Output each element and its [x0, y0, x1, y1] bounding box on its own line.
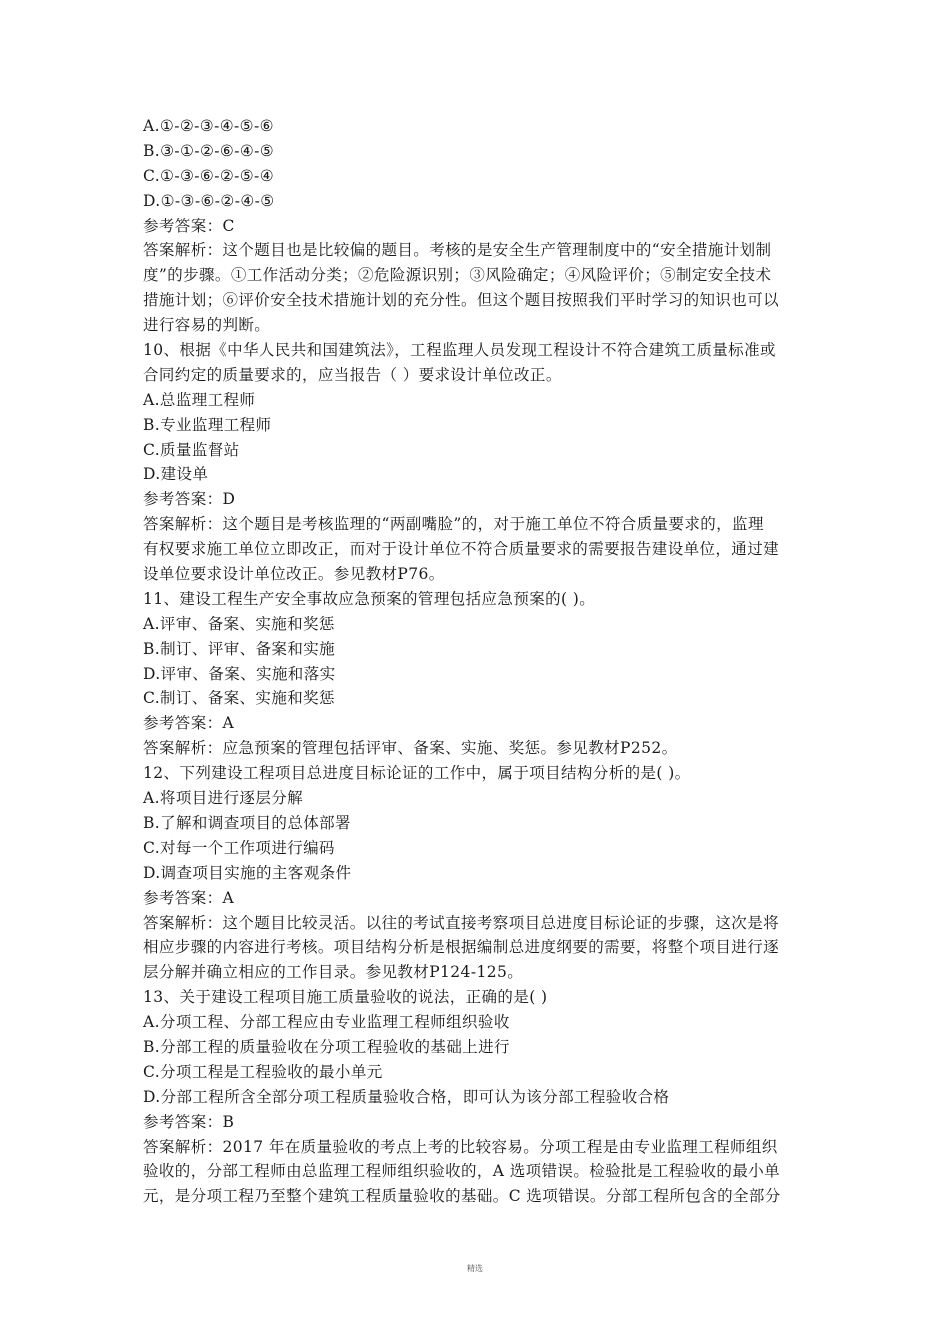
text-line: 参考答案：B — [143, 1112, 235, 1131]
text-line: B.③-①-②-⑥-④-⑤ — [143, 141, 275, 160]
text-line: 措施计划；⑥评价安全技术措施计划的充分性。但这个题目按照我们平时学习的知识也可以 — [143, 291, 780, 310]
text-line: A.①-②-③-④-⑤-⑥ — [143, 117, 274, 135]
text-line: C.制订、备案、实施和奖惩 — [143, 689, 335, 708]
text-line: 参考答案：D — [143, 490, 236, 509]
text-line: 合同约定的质量要求的，应当报告（ ）要求设计单位改正。 — [143, 365, 562, 384]
text-line: D.评审、备案、实施和落实 — [143, 664, 336, 683]
document-body — [143, 114, 811, 1209]
text-line: 参考答案：C — [143, 216, 235, 235]
text-line: D.调查项目实施的主客观条件 — [143, 863, 352, 882]
text-line: C.①-③-⑥-②-⑤-④ — [143, 166, 274, 185]
text-line: 参考答案：A — [143, 888, 235, 907]
text-line: D.①-③-⑥-②-④-⑤ — [143, 191, 275, 210]
text-line: 12、下列建设工程项目总进度目标论证的工作中，属于项目结构分析的是( )。 — [143, 764, 691, 783]
text-line: A.总监理工程师 — [143, 390, 256, 409]
text-line: C.质量监督站 — [143, 440, 240, 459]
text-line: 设单位要求设计单位改正。参见教材P76。 — [143, 565, 445, 584]
text-line: C.对每一个工作项进行编码 — [143, 838, 335, 857]
text-line: 答案解析：这个题目比较灵活。以往的考试直接考察项目总进度目标论证的步骤，这次是将 — [143, 913, 780, 932]
text-line: 层分解并确立相应的工作目录。参见教材P124-125。 — [143, 963, 524, 982]
text-line: D.分部工程所含全部分项工程质量验收合格，即可认为该分部工程验收合格 — [143, 1087, 670, 1106]
text-line: 相应步骤的内容进行考核。项目结构分析是根据编制总进度纲要的需要，将整个项目进行逐 — [143, 938, 780, 957]
text-line: 验收的，分部工程师由总监理工程师组织验收的，A 选项错误。检验批是工程验收的最小单 — [143, 1162, 781, 1181]
text-line: 11、建设工程生产安全事故应急预案的管理包括应急预案的( )。 — [143, 589, 596, 608]
text-line: C.分项工程是工程验收的最小单元 — [143, 1062, 383, 1081]
text-line: A.评审、备案、实施和奖惩 — [143, 614, 335, 633]
page-footer: 精选 — [467, 1264, 483, 1273]
text-line: A.将项目进行逐层分解 — [143, 789, 304, 808]
text-line: 答案解析：2017 年在质量验收的考点上考的比较容易。分项工程是由专业监理工程师组织 — [143, 1137, 778, 1156]
text-line: 参考答案：A — [143, 714, 235, 733]
text-line: B.制订、评审、备案和实施 — [143, 639, 336, 658]
text-line: D.建设单 — [143, 465, 209, 484]
text-line: 进行容易的判断。 — [143, 316, 271, 335]
text-line: 度”的步骤。①工作活动分类；②危险源识别；③风险确定；④风险评价；⑤制定安全技术 — [143, 266, 772, 285]
text-line: 10、根据《中华人民共和国建筑法》，工程监理人员发现工程设计不符合建筑工质量标准或 — [143, 341, 776, 360]
text-line: B.了解和调查项目的总体部署 — [143, 813, 351, 832]
text-line: 答案解析：这个题目也是比较偏的题目。考核的是安全生产管理制度中的“安全措施计划制 — [143, 241, 772, 260]
text-line: B.分部工程的质量验收在分项工程验收的基础上进行 — [143, 1037, 510, 1056]
text-line: 13、关于建设工程项目施工质量验收的说法，正确的是( ) — [143, 988, 548, 1007]
text-line: A.分项工程、分部工程应由专业监理工程师组织验收 — [143, 1013, 510, 1032]
text-line: 答案解析：这个题目是考核监理的“两副嘴脸”的，对于施工单位不符合质量要求的，监理 — [143, 515, 764, 534]
text-line: 元，是分项工程乃至整个建筑工程质量验收的基础。C 选项错误。分部工程所包含的全部分 — [143, 1187, 781, 1206]
text-line: B.专业监理工程师 — [143, 415, 272, 434]
text-line: 有权要求施工单位立即改正，而对于设计单位不符合质量要求的需要报告建设单位，通过建 — [143, 540, 780, 559]
text-line: 答案解析：应急预案的管理包括评审、备案、实施、奖惩。参见教材P252。 — [143, 739, 678, 758]
